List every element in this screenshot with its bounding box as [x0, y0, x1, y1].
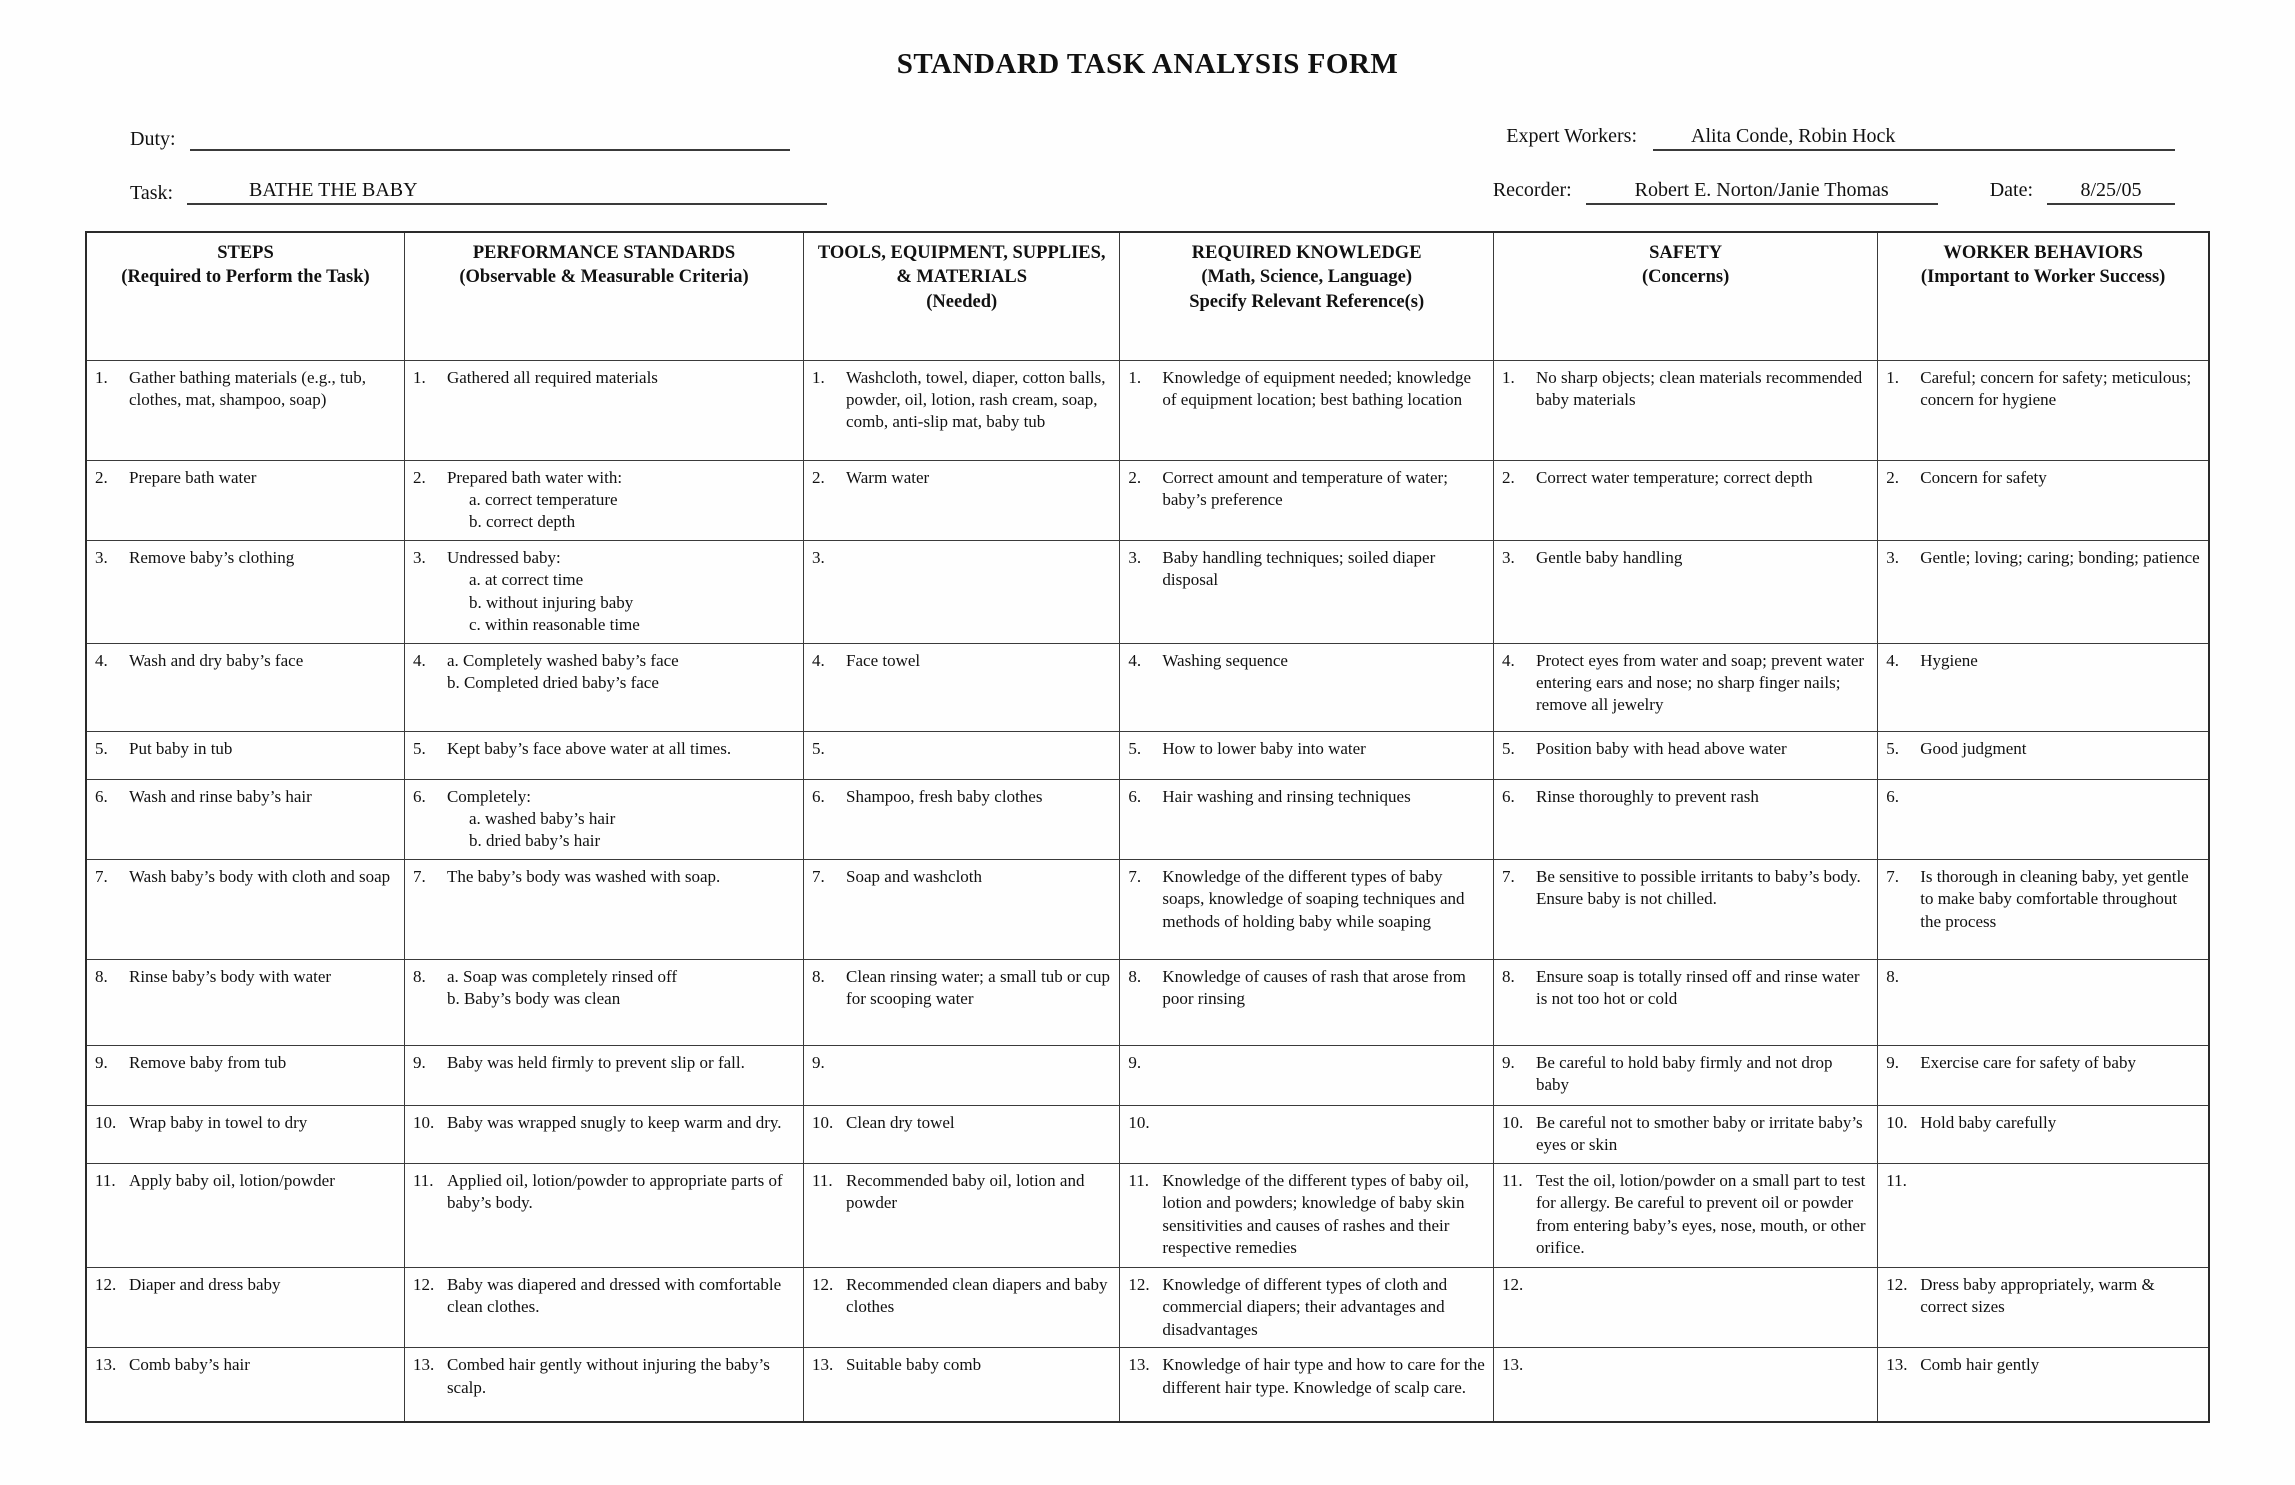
- item-number: 13.: [412, 1355, 435, 1375]
- item-number: 9.: [1128, 1052, 1142, 1072]
- table-cell: 6. Hair washing and rinsing techniques: [1120, 779, 1494, 859]
- date-value: 8/25/05: [2047, 177, 2175, 205]
- item-number: 6.: [412, 786, 426, 806]
- table-cell: 7. Be sensitive to possible irritants to baby’s body. Ensure baby is not chilled.: [1494, 859, 1878, 959]
- item-number: 13.: [812, 1355, 834, 1375]
- cell-line: a. correct temperature: [468, 489, 618, 509]
- table-cell: 10. Wrap baby in towel to dry: [86, 1105, 404, 1163]
- item-number: 12.: [812, 1274, 834, 1294]
- column-header-line: (Needed): [926, 291, 998, 312]
- table-row: [86, 731, 2209, 779]
- table-cell: 1. Knowledge of equipment needed; knowledge of equipment location; best bathing location: [1120, 360, 1494, 460]
- table-cell: 3. Baby handling techniques; soiled diaper disposal: [1120, 540, 1494, 643]
- table-cell: 2. Prepare bath water: [86, 460, 404, 540]
- item-number: 6.: [1886, 786, 1899, 806]
- table-cell: 4. Wash and dry baby’s face: [86, 643, 404, 731]
- item-number: 10.: [1502, 1112, 1524, 1132]
- item-number: 9.: [1502, 1052, 1515, 1072]
- cell-line: b. dried baby’s hair: [468, 831, 601, 851]
- item-number: 10.: [812, 1112, 834, 1132]
- item-number: 8.: [1886, 966, 1899, 986]
- table-cell: 10. Baby was wrapped snugly to keep warm and dry.: [404, 1105, 803, 1163]
- table-cell: 12. Diaper and dress baby: [86, 1267, 404, 1347]
- expert-workers-label: Expert Workers:: [1506, 125, 1637, 147]
- expert-workers-value: Alita Conde, Robin Hock: [1653, 123, 2175, 151]
- table-row: [86, 1348, 2209, 1422]
- item-number: 6.: [1128, 786, 1142, 806]
- table-cell: 9. Remove baby from tub: [86, 1045, 404, 1105]
- cell-line: b. Completed dried baby’s face: [446, 673, 659, 692]
- item-number: 13.: [1128, 1355, 1150, 1375]
- table-cell: 1. Careful; concern for safety; meticulous; concern for hygiene: [1878, 360, 2209, 460]
- item-number: 6.: [812, 786, 825, 806]
- task-value: BATHE THE BABY: [187, 177, 827, 205]
- table-cell: 13. Knowledge of hair type and how to care for the different hair type. Knowledge of scalp care.: [1120, 1348, 1494, 1422]
- table-row: [86, 360, 2209, 460]
- table-cell: [1494, 1267, 1878, 1347]
- table-body: [86, 360, 2209, 1422]
- cell-line: b. without injuring baby: [468, 592, 634, 612]
- column-header-line: STEPS: [217, 243, 274, 263]
- item-number: 4.: [95, 650, 108, 670]
- column-header-line: SAFETY: [1649, 243, 1723, 263]
- table-cell: [1120, 1105, 1494, 1163]
- table-cell: [1120, 1045, 1494, 1105]
- item-number: 2.: [1886, 467, 1899, 487]
- item-number: 3.: [1886, 547, 1899, 567]
- table-cell: 11. Apply baby oil, lotion/powder: [86, 1163, 404, 1267]
- table-cell: 9. Exercise care for safety of baby: [1878, 1045, 2209, 1105]
- item-number: 3.: [812, 547, 825, 567]
- item-number: 13.: [1502, 1355, 1524, 1375]
- item-number: 9.: [412, 1052, 426, 1072]
- table-row: [86, 460, 2209, 540]
- item-number: 11.: [1502, 1170, 1523, 1190]
- table-cell: 6. Shampoo, fresh baby clothes: [804, 779, 1120, 859]
- table-cell: 1. Gather bathing materials (e.g., tub, clothes, mat, shampoo, soap): [86, 360, 404, 460]
- item-number: 4.: [1128, 650, 1142, 670]
- item-number: 6.: [95, 786, 108, 806]
- table-cell: [1878, 779, 2209, 859]
- table-cell: [1878, 1163, 2209, 1267]
- item-number: 12.: [1886, 1274, 1908, 1294]
- table-cell: 13. Suitable baby comb: [804, 1348, 1120, 1422]
- table-cell: 12. Knowledge of different types of cloth and commercial diapers; their advantages and disadvantages: [1120, 1267, 1494, 1347]
- column-header-line: PERFORMANCE STANDARDS: [472, 243, 736, 263]
- item-number: 11.: [812, 1170, 833, 1190]
- cell-line: c. within reasonable time: [468, 615, 640, 635]
- column-header: [1120, 232, 1494, 360]
- cell-line: a. at correct time: [468, 570, 584, 590]
- table-cell: 3. Remove baby’s clothing: [86, 540, 404, 643]
- item-number: 10.: [1886, 1112, 1908, 1132]
- table-cell: 2. Correct water temperature; correct depth: [1494, 460, 1878, 540]
- table-cell: 7. The baby’s body was washed with soap.: [404, 859, 803, 959]
- item-number: 12.: [1502, 1274, 1524, 1294]
- table-cell: 5. How to lower baby into water: [1120, 731, 1494, 779]
- item-number: 13.: [1886, 1355, 1908, 1375]
- table-cell: 12. Baby was diapered and dressed with comfortable clean clothes.: [404, 1267, 803, 1347]
- table-row: [86, 959, 2209, 1045]
- item-number: 4.: [812, 650, 825, 670]
- item-number: 7.: [1128, 866, 1142, 886]
- column-header-line: (Required to Perform the Task): [121, 267, 370, 288]
- table-cell: 13. Comb baby’s hair: [86, 1348, 404, 1422]
- table-cell: 6. Rinse thoroughly to prevent rash: [1494, 779, 1878, 859]
- table-cell: 9. Baby was held firmly to prevent slip or fall.: [404, 1045, 803, 1105]
- table-cell: 10. Hold baby carefully: [1878, 1105, 2209, 1163]
- item-number: 10.: [1128, 1112, 1150, 1132]
- table-cell: 10. Be careful not to smother baby or irritate baby’s eyes or skin: [1494, 1105, 1878, 1163]
- column-header-line: (Concerns): [1641, 267, 1730, 288]
- cell-line: b. Baby’s body was clean: [446, 989, 621, 1009]
- table-cell: 8. Knowledge of causes of rash that arose from poor rinsing: [1120, 959, 1494, 1045]
- table-cell: [1878, 959, 2209, 1045]
- recorder-label: Recorder:: [1492, 179, 1572, 201]
- table-cell: 13. Combed hair gently without injuring the baby’s scalp.: [404, 1348, 803, 1422]
- item-number: 7.: [812, 866, 825, 886]
- item-number: 5.: [812, 738, 825, 758]
- item-number: 5.: [412, 738, 426, 758]
- table-cell: 8. Ensure soap is totally rinsed off and rinse water is not too hot or cold: [1494, 959, 1878, 1045]
- item-number: 12.: [412, 1274, 435, 1294]
- table-cell: 4. Washing sequence: [1120, 643, 1494, 731]
- table-header: [86, 232, 2209, 360]
- item-number: 2.: [412, 467, 426, 487]
- table-cell: 8. Rinse baby’s body with water: [86, 959, 404, 1045]
- table-cell: 4. a. Completely washed baby’s face b. Completed dried baby’s face: [404, 643, 803, 731]
- column-header-line: REQUIRED KNOWLEDGE: [1191, 243, 1422, 263]
- table-cell: 2. Prepared bath water with: a. correct temperature b. correct depth: [404, 460, 803, 540]
- table-header-row: [86, 232, 2209, 360]
- table-cell: [804, 540, 1120, 643]
- item-number: 11.: [412, 1170, 434, 1190]
- table-row: [86, 1267, 2209, 1347]
- column-header: [1494, 232, 1878, 360]
- item-number: 11.: [95, 1170, 116, 1190]
- item-number: 1.: [412, 367, 426, 387]
- item-number: 10.: [412, 1112, 435, 1132]
- item-number: 13.: [95, 1355, 117, 1375]
- duty-label: Duty:: [130, 128, 176, 150]
- date-label: Date:: [1989, 179, 2033, 201]
- cell-line: b. correct depth: [468, 512, 576, 532]
- duty-value-line: [190, 149, 790, 151]
- item-number: 8.: [812, 966, 825, 986]
- item-number: 8.: [1128, 966, 1142, 986]
- item-number: 2.: [1128, 467, 1142, 487]
- item-number: 12.: [1128, 1274, 1150, 1294]
- item-number: 1.: [1128, 367, 1142, 387]
- table-cell: 8. a. Soap was completely rinsed off b. Baby’s body was clean: [404, 959, 803, 1045]
- table-cell: 7. Knowledge of the different types of baby soaps, knowledge of soaping techniques and methods of holding baby while soaping: [1120, 859, 1494, 959]
- table-cell: 8. Clean rinsing water; a small tub or cup for scooping water: [804, 959, 1120, 1045]
- table-cell: 5. Kept baby’s face above water at all times.: [404, 731, 803, 779]
- item-number: 7.: [1886, 866, 1899, 886]
- table-cell: 4. Protect eyes from water and soap; prevent water entering ears and nose; no sharp finger nails; remove all jewelry: [1494, 643, 1878, 731]
- table-cell: 2. Correct amount and temperature of water; baby’s preference: [1120, 460, 1494, 540]
- column-header: [86, 232, 404, 360]
- item-number: 7.: [412, 866, 426, 886]
- item-number: 12.: [95, 1274, 117, 1294]
- table-cell: 11. Recommended baby oil, lotion and powder: [804, 1163, 1120, 1267]
- page-title: STANDARD TASK ANALYSIS FORM: [896, 48, 1399, 80]
- table-cell: [1494, 1348, 1878, 1422]
- table-cell: 12. Recommended clean diapers and baby clothes: [804, 1267, 1120, 1347]
- column-header: [804, 232, 1120, 360]
- column-header-line: (Math, Science, Language): [1201, 267, 1413, 288]
- table-cell: [804, 731, 1120, 779]
- table-cell: 3. Undressed baby: a. at correct time b. without injuring baby c. within reasonable time: [404, 540, 803, 643]
- table-row: [86, 1163, 2209, 1267]
- item-number: 1.: [95, 367, 108, 387]
- table-row: [86, 643, 2209, 731]
- item-number: 2.: [95, 467, 108, 487]
- table-cell: 5. Position baby with head above water: [1494, 731, 1878, 779]
- table-cell: 6. Completely: a. washed baby’s hair b. dried baby’s hair: [404, 779, 803, 859]
- item-number: 9.: [1886, 1052, 1899, 1072]
- item-number: 1.: [812, 367, 825, 387]
- meta-row-duty: [0, 123, 2295, 151]
- item-number: 11.: [1886, 1170, 1907, 1190]
- column-header-line: WORKER BEHAVIORS: [1943, 243, 2143, 263]
- table-cell: 1. Gathered all required materials: [404, 360, 803, 460]
- table-cell: 11. Test the oil, lotion/powder on a small part to test for allergy. Be careful to prevent oil or powder from entering baby’s eyes, nose, mouth, or other orifice.: [1494, 1163, 1878, 1267]
- meta-row-task: [0, 177, 2295, 205]
- item-number: 4.: [1886, 650, 1899, 670]
- table-row: [86, 1105, 2209, 1163]
- task-label: Task:: [130, 182, 174, 204]
- item-number: 11.: [1128, 1170, 1149, 1190]
- item-number: 9.: [95, 1052, 108, 1072]
- column-header: [1878, 232, 2209, 360]
- table-cell: 11. Knowledge of the different types of baby oil, lotion and powders; knowledge of baby skin sensitivities and causes of rashes and their respective remedies: [1120, 1163, 1494, 1267]
- recorder-value: Robert E. Norton/Janie Thomas: [1586, 177, 1938, 205]
- item-number: 5.: [1128, 738, 1142, 758]
- table-cell: [804, 1045, 1120, 1105]
- item-number: 8.: [1502, 966, 1515, 986]
- item-number: 3.: [1128, 547, 1142, 567]
- item-number: 1.: [1886, 367, 1899, 387]
- table-cell: 4. Hygiene: [1878, 643, 2209, 731]
- table-row: [86, 540, 2209, 643]
- column-header-line: Specify Relevant Reference(s): [1189, 291, 1425, 312]
- item-number: 1.: [1502, 367, 1515, 387]
- table-cell: 1. No sharp objects; clean materials recommended baby materials: [1494, 360, 1878, 460]
- item-number: 6.: [1502, 786, 1515, 806]
- item-number: 3.: [1502, 547, 1515, 567]
- column-header-line: TOOLS, EQUIPMENT, SUPPLIES, & MATERIALS: [817, 243, 1106, 288]
- table-cell: 7. Soap and washcloth: [804, 859, 1120, 959]
- cell-line: a. washed baby’s hair: [468, 809, 616, 828]
- table-cell: 5. Put baby in tub: [86, 731, 404, 779]
- column-header: [404, 232, 803, 360]
- item-number: 7.: [95, 866, 108, 886]
- table-cell: 4. Face towel: [804, 643, 1120, 731]
- item-number: 5.: [1886, 738, 1899, 758]
- item-number: 8.: [412, 966, 426, 986]
- item-number: 9.: [812, 1052, 825, 1072]
- task-analysis-table: [85, 231, 2210, 1423]
- table-row: [86, 1045, 2209, 1105]
- item-number: 7.: [1502, 866, 1515, 886]
- item-number: 4.: [412, 650, 426, 670]
- table-cell: 3. Gentle baby handling: [1494, 540, 1878, 643]
- table-cell: 2. Warm water: [804, 460, 1120, 540]
- table-cell: 9. Be careful to hold baby firmly and not drop baby: [1494, 1045, 1878, 1105]
- table-cell: 5. Good judgment: [1878, 731, 2209, 779]
- item-number: 4.: [1502, 650, 1515, 670]
- table-cell: 11. Applied oil, lotion/powder to appropriate parts of baby’s body.: [404, 1163, 803, 1267]
- item-number: 5.: [1502, 738, 1515, 758]
- table-cell: 13. Comb hair gently: [1878, 1348, 2209, 1422]
- item-number: 3.: [412, 547, 426, 567]
- column-header-line: (Important to Worker Success): [1920, 267, 2166, 288]
- column-header-line: (Observable & Measurable Criteria): [459, 267, 749, 288]
- table-cell: 7. Wash baby’s body with cloth and soap: [86, 859, 404, 959]
- item-number: 2.: [1502, 467, 1515, 487]
- table-cell: 10. Clean dry towel: [804, 1105, 1120, 1163]
- item-number: 8.: [95, 966, 108, 986]
- item-number: 3.: [95, 547, 108, 567]
- item-number: 2.: [812, 467, 825, 487]
- item-number: 10.: [95, 1112, 117, 1132]
- table-row: [86, 859, 2209, 959]
- table-cell: 3. Gentle; loving; caring; bonding; patience: [1878, 540, 2209, 643]
- table-cell: 1. Washcloth, towel, diaper, cotton balls, powder, oil, lotion, rash cream, soap, comb, anti-slip mat, baby tub: [804, 360, 1120, 460]
- table-cell: 7. Is thorough in cleaning baby, yet gentle to make baby comfortable throughout the process: [1878, 859, 2209, 959]
- item-number: 5.: [95, 738, 108, 758]
- table-cell: 12. Dress baby appropriately, warm & correct sizes: [1878, 1267, 2209, 1347]
- table-row: [86, 779, 2209, 859]
- table-cell: 2. Concern for safety: [1878, 460, 2209, 540]
- table-cell: 6. Wash and rinse baby’s hair: [86, 779, 404, 859]
